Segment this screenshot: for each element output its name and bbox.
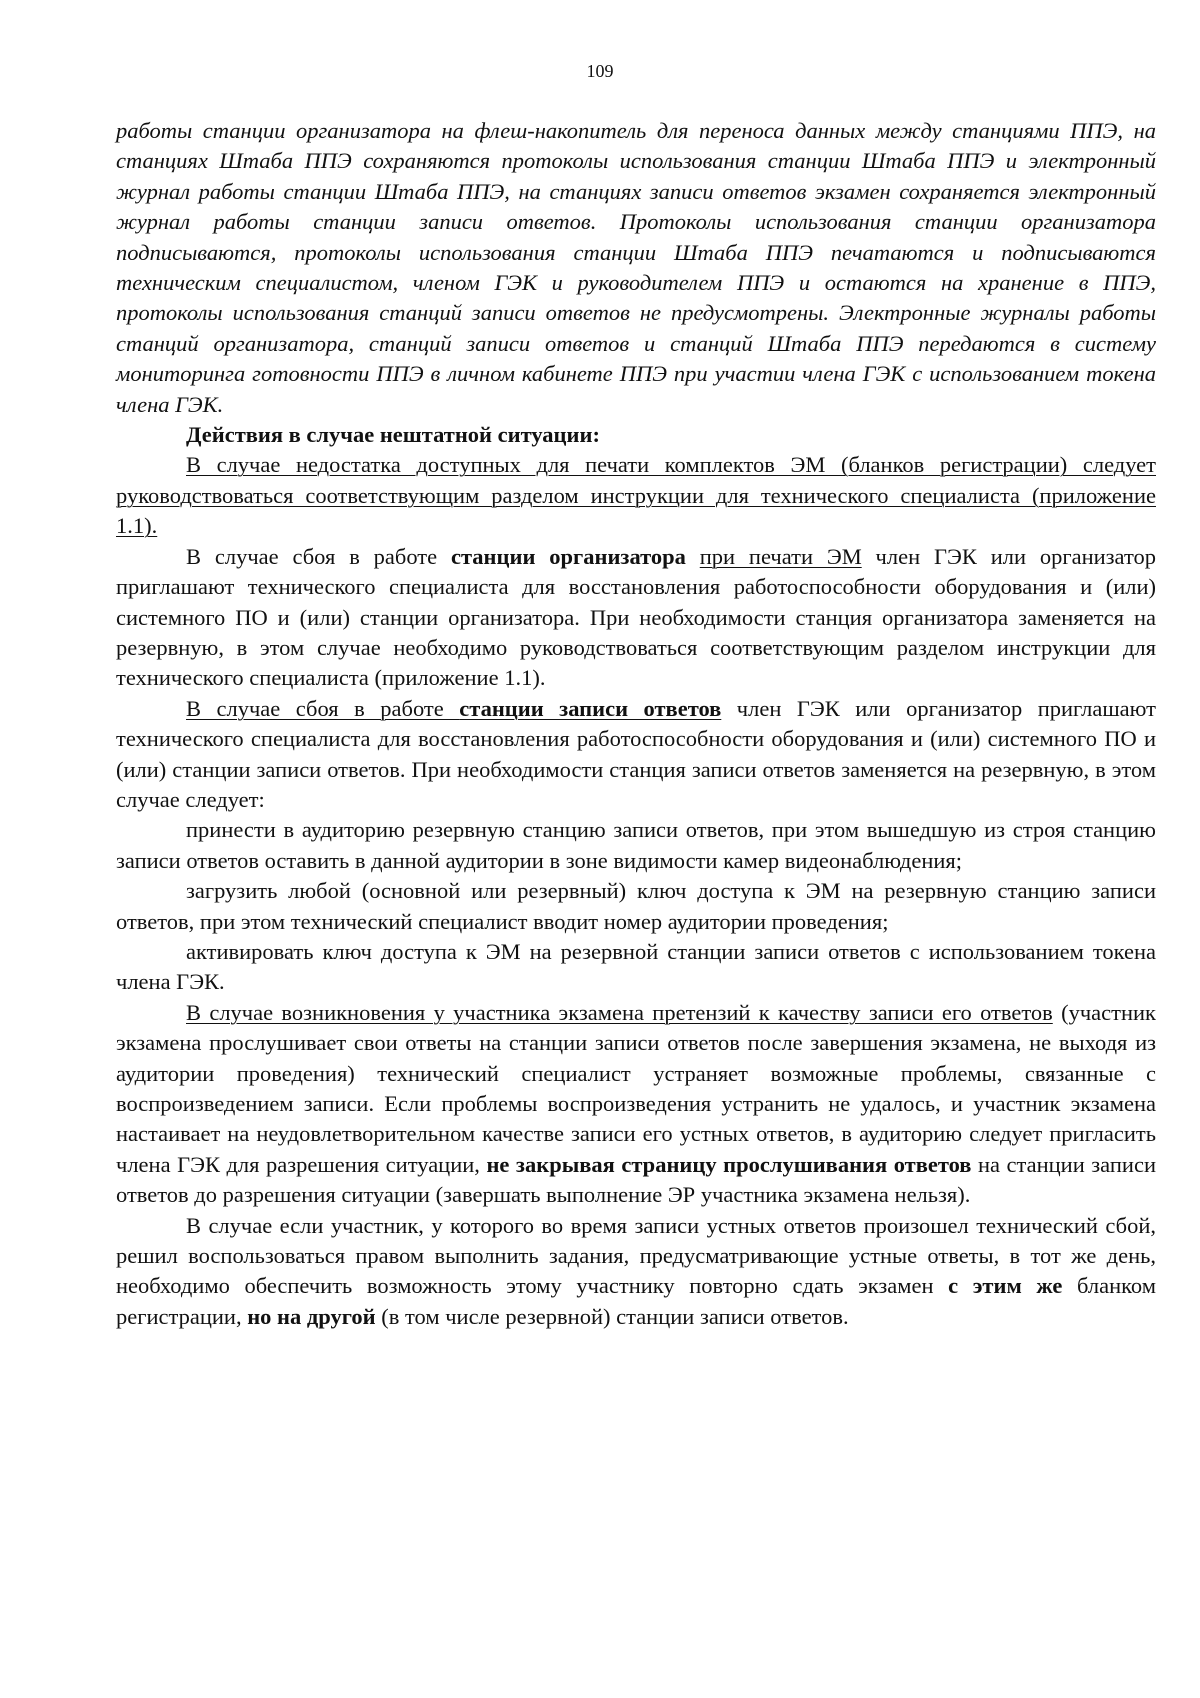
bold-text: но на другой [247,1303,376,1329]
bold-text: станции организатора [450,543,686,569]
list-item-activate-key: активировать ключ доступа к ЭМ на резервной станции записи ответов с использованием токена члена ГЭК. [116,938,1156,995]
section-heading: Действия в случае нештатной ситуации: [186,422,600,448]
page-number: 109 [586,61,614,81]
bold-text: не закрывая страницу прослушивания ответов [486,1151,972,1177]
bold-text: станции записи ответов [459,695,722,721]
text-run: В случае если участник, у которого во время записи устных ответов произошел технический сбой, решил воспользоваться правом выполнить задания, предусматривающие устные ответы, в тот же день, необходимо обеспечить возможность этому участнику повторно сдать экзамен [116,1212,1156,1299]
text-run: (в том числе резервной) станции записи ответов. [375,1303,849,1329]
text-run: член ГЭК или организатор приглашают технического специалиста для восстановления работоспособности оборудования и (или) системного ПО и (или) станции организатора. При необходимости станция организатора заменяется на резервную, в этом случае необходимо руководствоваться соответствующим разделом инструкции для технического специалиста (приложение 1.1). [116,543,1156,691]
paragraph-recording-failure [116,694,1156,816]
underlined-text [186,696,721,721]
text-run: (участник экзамена прослушивает свои ответы на станции записи ответов после завершения экзамена, не выходя из аудитории проведения) технический специалист устраняет возможные проблемы, связанные с воспроизведением записи. Если проблемы воспроизведения устранить не удалось, и участник экзамена настаивает на неудовлетворительном качестве записи его устных ответов, в аудиторию следует пригласить члена ГЭК для разрешения ситуации, [116,999,1156,1177]
text-run: В случае сбоя в работе [186,543,451,569]
underlined-text: при печати ЭМ [699,543,862,569]
text-run: член ГЭК или организатор приглашают технического специалиста для восстановления работоспособности оборудования и (или) системного ПО и (или) станции записи ответов. При необходимости станция записи ответов заменяется на резервную, в этом случае следует: [116,695,1156,812]
paragraph-shortage [116,450,1156,541]
text-run: на станции записи ответов до разрешения ситуации (завершать выполнение ЭР участника экзамена нельзя). [116,1151,1156,1208]
italic-paragraph: работы станции организатора на флеш-накопитель для переноса данных между станциями ППЭ, на станциях Штаба ППЭ сохраняются протоколы использования станции Штаба ППЭ и электронный журнал работы станции Штаба ППЭ, на станциях записи ответов экзамен сохраняется электронный журнал работы станции записи ответов. Протоколы использования станции организатора подписываются, протоколы использования станции Штаба ППЭ печатаются и подписываются техническим специалистом, членом ГЭК и руководителем ППЭ и остаются на хранение в ППЭ, протоколы использования станций записи ответов не предусмотрены. Электронные журналы работы станций организатора, станций записи ответов и станций Штаба ППЭ передаются в систему мониторинга готовности ППЭ в личном кабинете ППЭ при участии члена ГЭК с использованием токена члена ГЭК. [116,118,1156,417]
paragraph-organizer-failure [116,542,1156,694]
bold-text: с этим же [948,1273,1063,1299]
paragraph-retake [116,1211,1156,1333]
text-run: бланком регистрации, [116,1273,1156,1329]
paragraph-claims [116,998,1156,1211]
body-text [116,116,1156,1332]
list-item-bring-station: принести в аудиторию резервную станцию записи ответов, при этом вышедшую из строя станцию записи ответов оставить в данной аудитории в зоне видимости камер видеонаблюдения; [116,817,1156,873]
underlined-text: В случае недостатка доступных для печати комплектов ЭМ (бланков регистрации) следует руководствоваться соответствующим разделом инструкции для технического специалиста (приложение 1.1). [116,452,1156,539]
text-run: В случае сбоя в работе [186,695,460,721]
list-item-load-key: загрузить любой (основной или резервный) ключ доступа к ЭМ на резервную станцию записи ответов, при этом технический специалист вводит номер аудитории проведения; [116,878,1156,934]
underlined-text: В случае возникновения у участника экзамена претензий к качеству записи его ответов [186,999,1053,1025]
text-run [686,544,700,569]
